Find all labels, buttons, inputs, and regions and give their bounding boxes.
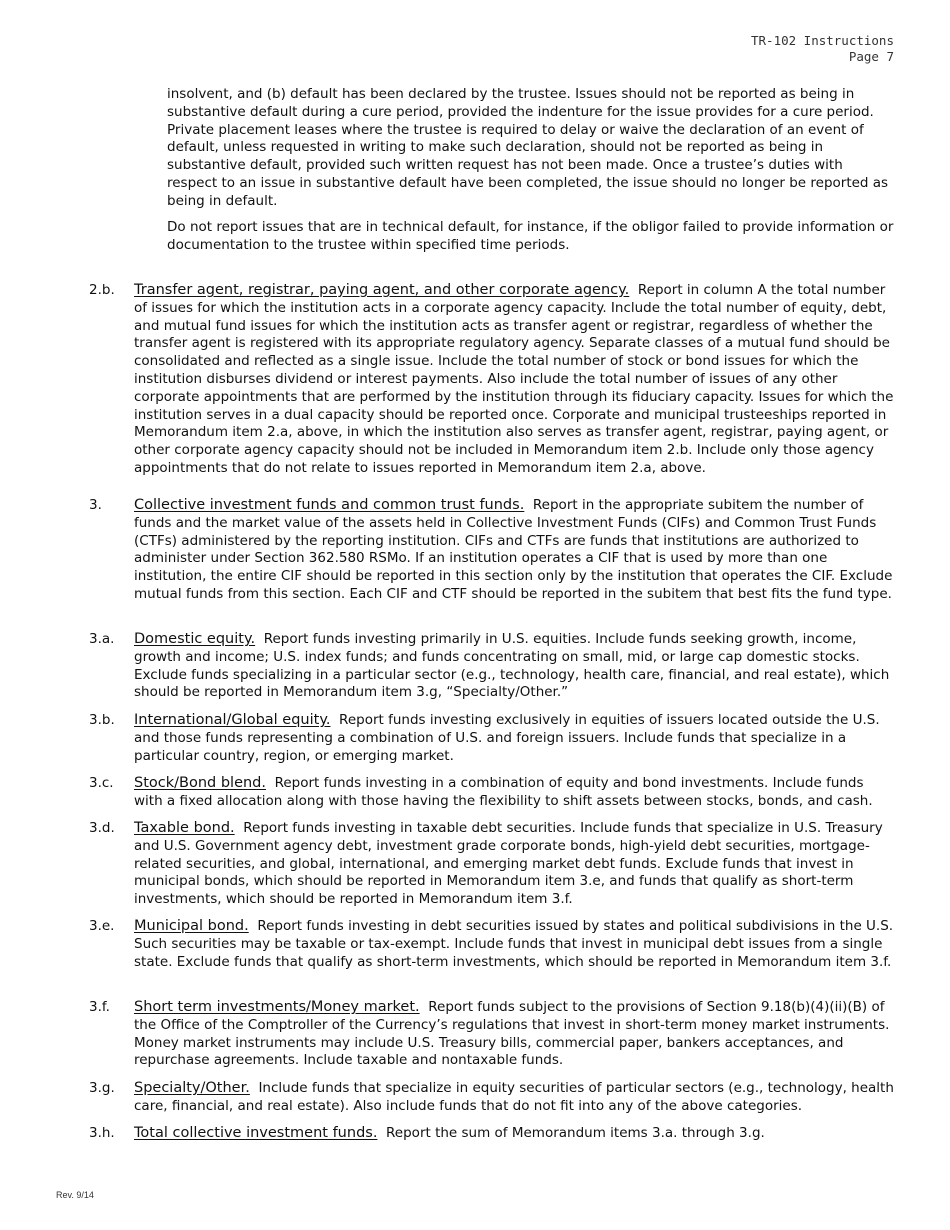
item-body: Report funds investing in taxable debt securities. Include funds that specialize in U.S. Treasury and U.S. Government agency debt, investment grade corporate bonds, high-yield debt securities, mortgage-related securities, and global, international, and emerging market debt funds. Exclude funds that invest in municipal bonds, which should be reported in Memorandum item 3.e, and funds that qualify as short-term investments, which should be reported in Memorandum item 3.f. xyxy=(134,820,883,908)
page-header xyxy=(751,33,894,65)
item-text xyxy=(134,1080,894,1116)
item-text xyxy=(134,999,894,1070)
item-heading: Short term investments/Money market. xyxy=(134,999,420,1015)
item-body: Include funds that specialize in equity securities of particular sectors (e.g., technology, health care, financial, and real estate). Also include funds that do not fit into any of the above categories. xyxy=(134,1080,894,1114)
item-number: 3.f. xyxy=(89,999,110,1015)
item-text xyxy=(134,282,894,478)
item-number: 3.d. xyxy=(89,820,115,836)
item-text xyxy=(134,918,894,971)
item-text xyxy=(134,1125,894,1143)
item-body: Report funds subject to the provisions of Section 9.18(b)(4)(ii)(B) of the Office of the Comptroller of the Currency’s regulations that invest in short-term money market instruments. Money market instruments may include U.S. Treasury bills, commercial paper, bankers acceptances, and repurchase agreements. Include taxable and nontaxable funds. xyxy=(134,999,890,1069)
item-heading: Taxable bond. xyxy=(134,820,235,836)
item-heading: International/Global equity. xyxy=(134,712,331,728)
item-heading: Total collective investment funds. xyxy=(134,1125,378,1141)
item-text xyxy=(134,497,894,604)
item-number: 3.g. xyxy=(89,1080,115,1096)
item-body: Report in column A the total number of issues for which the institution acts in a corporate agency capacity. Include the total number of equity, debt, and mutual fund issues for which the institution acts as transfer agent or registrar, regardless of whether the transfer agent is registered with its appropriate regulatory agency. Separate classes of a mutual fund should be consolidated and reflected as a single issue. Include the total number of stock or bond issues for which the institution disburses dividend or interest payments. Also include the total number of issues of any other corporate appointments that are performed by the institution through its fiduciary capacity. Issues for which the institution serves in a dual capacity should be reported once. Corporate and municipal trusteeships reported in Memorandum item 2.a, above, in which the institution also serves as transfer agent, registrar, paying agent, or other corporate agency capacity should not be included in Memorandum item 2.b. Include only those agency appointments that do not relate to issues reported in Memorandum item 2.a, above. xyxy=(134,282,894,476)
item-body: Report the sum of Memorandum items 3.a. through 3.g. xyxy=(386,1125,765,1141)
item-body: Report funds investing primarily in U.S. equities. Include funds seeking growth, income, growth and income; U.S. index funds; and funds concentrating on small, mid, or large cap domestic stocks. Exclude funds specializing in a particular sector (e.g., technology, health care, financial, and real estate), which should be reported in Memorandum item 3.g, “Specialty/Other.” xyxy=(134,631,890,701)
page-number: Page 7 xyxy=(848,49,894,64)
item-number: 3.a. xyxy=(89,631,115,647)
item-text xyxy=(134,820,894,909)
item-number: 3.b. xyxy=(89,712,115,728)
item-body: Report funds investing in debt securities issued by states and political subdivisions in the U.S. Such securities may be taxable or tax-exempt. Include funds that invest in municipal debt issues from a single state. Exclude funds that qualify as short-term investments, which should be reported in Memorandum item 3.f. xyxy=(134,918,894,970)
item-body: Report in the appropriate subitem the number of funds and the market value of the assets held in Collective Investment Funds (CIFs) and Common Trust Funds (CTFs) administered by the reporting institution. CIFs and CTFs are funds that institutions are authorized to administer under Section 362.580 RSMo. If an institution operates a CIF that is used by more than one institution, the entire CIF should be reported in this section only by the institution that operates the CIF. Exclude mutual funds from this section. Each CIF and CTF should be reported in the subitem that best fits the fund type. xyxy=(134,497,893,602)
document-title: TR-102 Instructions xyxy=(751,33,894,48)
intro-paragraph-1: insolvent, and (b) default has been declared by the trustee. Issues should not be reported as being in substantive default during a cure period, provided the indenture for the issue provides for a cure period. Private placement leases where the trustee is required to delay or waive the declaration of an event of default, unless requested in writing to make such declaration, should not be reported as being in substantive default, provided such written request has not been made. Once a trustee’s duties with respect to an issue in substantive default have been completed, the issue should no longer be reported as being in default. xyxy=(167,86,889,209)
item-text xyxy=(134,775,894,811)
intro-paragraph-2: Do not report issues that are in technical default, for instance, if the obligor failed to provide information or documentation to the trustee within specified time periods. xyxy=(167,219,894,253)
item-text xyxy=(134,631,894,702)
item-heading: Transfer agent, registrar, paying agent, and other corporate agency. xyxy=(134,282,630,298)
item-heading: Municipal bond. xyxy=(134,918,249,934)
item-body: Report funds investing exclusively in equities of issuers located outside the U.S. and those funds representing a combination of U.S. and foreign issuers. Include funds that specialize in a particular country, region, or emerging market. xyxy=(134,712,880,764)
item-body: Report funds investing in a combination of equity and bond investments. Include funds with a fixed allocation along with those having the flexibility to shift assets between stocks, bonds, and cash. xyxy=(134,775,873,809)
item-number: 2.b. xyxy=(89,282,115,298)
item-number: 3.h. xyxy=(89,1125,115,1141)
item-heading: Domestic equity. xyxy=(134,631,256,647)
item-number: 3. xyxy=(89,497,102,513)
item-number: 3.c. xyxy=(89,775,114,791)
item-text xyxy=(134,712,894,765)
revision-footer: Rev. 9/14 xyxy=(56,1190,94,1200)
item-heading: Specialty/Other. xyxy=(134,1080,250,1096)
item-number: 3.e. xyxy=(89,918,115,934)
item-heading: Collective investment funds and common trust funds. xyxy=(134,497,525,513)
item-heading: Stock/Bond blend. xyxy=(134,775,266,791)
